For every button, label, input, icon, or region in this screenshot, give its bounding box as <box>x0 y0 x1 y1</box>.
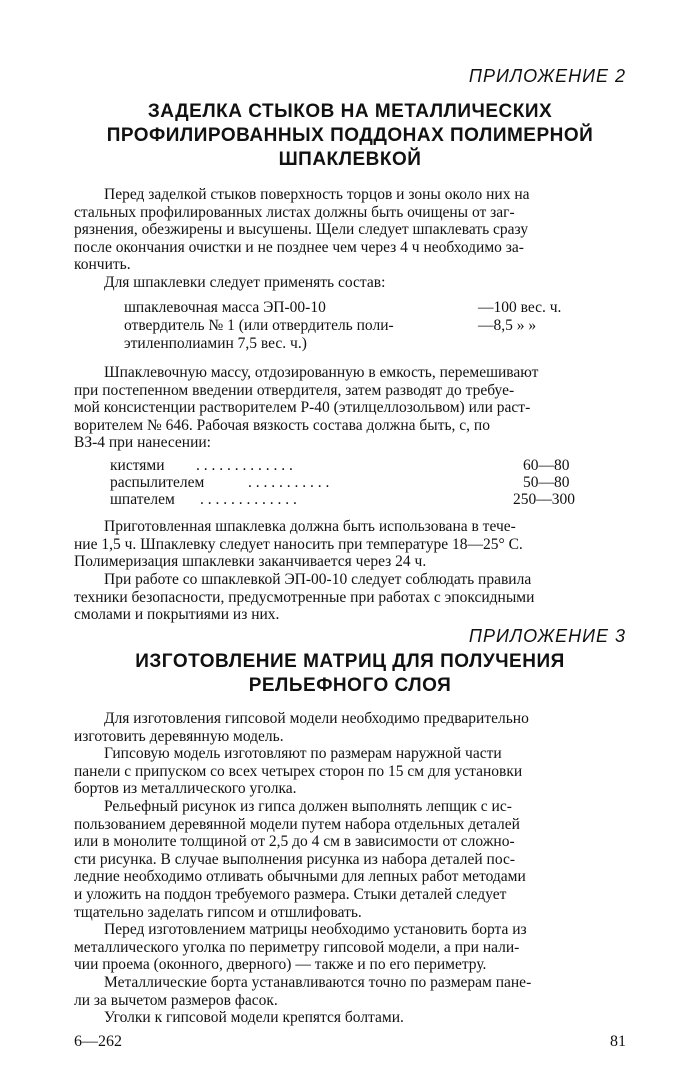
appendix-2-label: ПРИЛОЖЕНИЕ 2 <box>468 66 626 86</box>
composition-item-value: —100 вес. ч. <box>478 299 562 316</box>
text-line: Полимеризация шпаклевки заканчивается через 24 ч. <box>74 553 427 571</box>
paragraph-pot-life <box>74 518 626 571</box>
text-line: Для шпаклевки следует применять состав: <box>104 274 386 291</box>
paragraph-mixing <box>74 364 626 452</box>
signature-mark: 6—262 <box>74 1033 122 1050</box>
viscosity-method: кистями <box>110 457 165 474</box>
text-line: после окончания очистки и не позднее чем через 4 ч необходимо за- <box>74 238 524 256</box>
composition-item-name: шпаклевочная масса ЭП-00-10 <box>124 299 326 316</box>
text-line: Перед заделкой стыков поверхность торцов и зоны около них на <box>104 186 530 203</box>
paragraph-gypsum-model <box>74 745 626 798</box>
paragraph-matrix-edges <box>74 921 626 974</box>
text-line: Перед изготовлением матрицы необходимо установить борта из <box>104 921 527 938</box>
leader-dots: . . . . . . . . . . . <box>248 474 330 491</box>
composition-item-name: отвердитель № 1 (или отвердитель поли- <box>124 317 394 334</box>
title-line: ЗАДЕЛКА СТЫКОВ НА МЕТАЛЛИЧЕСКИХ <box>147 101 553 122</box>
appendix-3-label: ПРИЛОЖЕНИЕ 3 <box>468 626 626 646</box>
text-line: Гипсовую модель изготовляют по размерам наружной части <box>104 745 502 762</box>
composition-item-value: —8,5 » » <box>478 317 537 334</box>
text-line: сти рисунка. В случае выполнения рисунка из набора деталей пос- <box>74 850 516 868</box>
viscosity-method: шпателем <box>110 491 175 508</box>
paragraph-wooden-model <box>74 710 626 745</box>
text-line: смолами и покрытиями из них. <box>74 606 280 624</box>
title-line: ПРОФИЛИРОВАННЫХ ПОДДОНАХ ПОЛИМЕРНОЙ <box>106 125 594 146</box>
text-line: При работе со шпаклевкой ЭП-00-10 следует соблюдать правила <box>104 571 532 588</box>
text-line: панели с припуском со всех четырех сторон по 15 см для установки <box>74 762 523 780</box>
viscosity-value: 250—300 <box>513 491 575 508</box>
text-line: и уложить на поддон требуемого размера. Стыки деталей следует <box>74 885 507 903</box>
text-line: ли за вычетом размеров фасок. <box>74 991 278 1009</box>
text-line: тщательно заделать гипсом и отшлифовать. <box>74 903 362 921</box>
paragraph-surface-preparation <box>74 186 626 274</box>
appendix-2-title <box>0 100 700 172</box>
text-line: бортов из металлического уголка. <box>74 780 297 798</box>
page-number: 81 <box>610 1033 626 1050</box>
paragraph-composition-intro <box>74 274 626 292</box>
text-line: стальных профилированных листах должны быть очищены от заг- <box>74 203 515 221</box>
title-line: ИЗГОТОВЛЕНИЕ МАТРИЦ ДЛЯ ПОЛУЧЕНИЯ <box>135 651 565 672</box>
paragraph-safety <box>74 571 626 624</box>
text-line: Рельефный рисунок из гипса должен выполнять лепщик с ис- <box>104 798 512 815</box>
text-line: ледние необходимо отливать обычными для лепных работ методами <box>74 868 526 886</box>
text-line: Приготовленная шпаклевка должна быть использована в тече- <box>104 518 516 535</box>
text-line: ние 1,5 ч. Шпаклевку следует наносить при температуре 18—25° С. <box>74 535 523 553</box>
paragraph-bolts <box>74 1009 626 1027</box>
text-line: Уголки к гипсовой модели крепятся болтами. <box>104 1009 404 1026</box>
text-line: изготовить деревянную модель. <box>74 727 284 745</box>
text-line: кончить. <box>74 256 131 274</box>
leader-dots: . . . . . . . . . . . . . <box>196 457 293 474</box>
composition-item-name: этиленполиамин 7,5 вес. ч.) <box>124 335 307 352</box>
text-line: ВЗ-4 при нанесении: <box>74 434 211 452</box>
paragraph-metal-edges <box>74 974 626 1009</box>
text-line: рязнения, обезжирены и высушены. Щели следует шпаклевать сразу <box>74 221 529 239</box>
paragraph-relief-pattern <box>74 798 626 921</box>
text-line: металлического уголка по периметру гипсовой модели, а при нали- <box>74 938 520 956</box>
viscosity-value: 50—80 <box>523 474 570 491</box>
text-line: при постепенном введении отвердителя, затем разводят до требуе- <box>74 381 515 399</box>
appendix-3-title <box>0 650 700 698</box>
text-line: чии проема (оконного, дверного) — также и по его периметру. <box>74 956 487 974</box>
title-line: ШПАКЛЕВКОЙ <box>278 149 422 170</box>
text-line: или в монолите толщиной от 2,5 до 4 см в зависимости от сложно- <box>74 833 515 851</box>
text-line: пользованием деревянной модели путем набора отдельных деталей <box>74 815 520 833</box>
leader-dots: . . . . . . . . . . . . . <box>200 491 297 508</box>
text-line: Для изготовления гипсовой модели необходимо предварительно <box>104 710 529 727</box>
text-line: техники безопасности, предусмотренные при работах с эпоксидными <box>74 588 535 606</box>
text-line: Металлические борта устанавливаются точно по размерам пане- <box>104 974 532 991</box>
text-line: мой консистенции растворителем Р-40 (этилцеллозольвом) или раст- <box>74 399 531 417</box>
viscosity-method: распылителем <box>110 474 205 491</box>
text-line: ворителем № 646. Рабочая вязкость состава должна быть, с, по <box>74 416 490 434</box>
viscosity-value: 60—80 <box>523 457 570 474</box>
text-line: Шпаклевочную массу, отдозированную в емкость, перемешивают <box>104 364 539 381</box>
title-line: РЕЛЬЕФНОГО СЛОЯ <box>248 675 452 696</box>
